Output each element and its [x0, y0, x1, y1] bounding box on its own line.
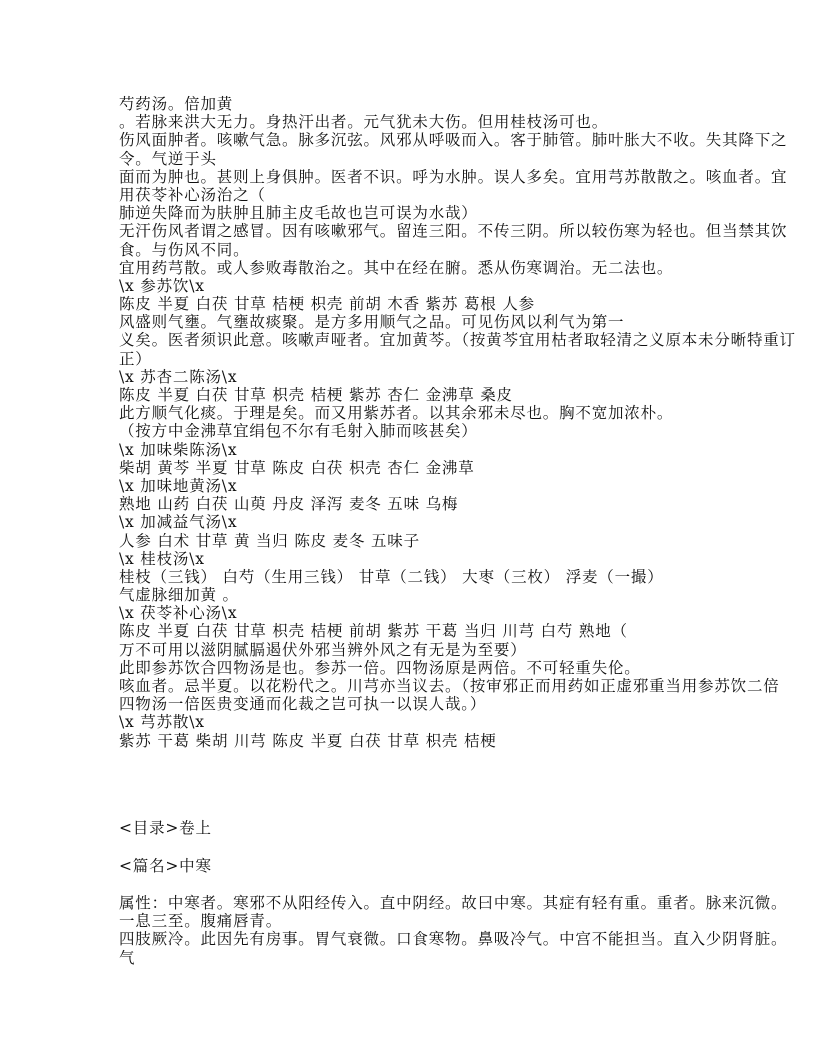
text-line: 义矣。医者须识此意。咳嗽声哑者。宜加黄芩。（按黄芩宜用枯者取轻清之义原本未分晰特重订: [119, 331, 796, 350]
text-line: 气: [119, 948, 136, 967]
text-line: 属性：中寒者。寒邪不从阳经传入。直中阴经。故曰中寒。其症有轻有重。重者。脉来沉微。: [119, 894, 788, 912]
chapter-title: [119, 857, 719, 875]
text-line: 此方顺气化痰。于理是矣。而又用紫苏者。以其余邪未尽也。胸不宽加浓朴。: [119, 404, 674, 423]
text-line: 无汗伤风者谓之感冒。因有咳嗽邪气。留连三阳。不传三阴。所以较伤寒为轻也。但当禁其饮: [119, 222, 788, 241]
document-text-block: [119, 95, 796, 750]
text-line: 陈皮 半夏 白茯 甘草 桔梗 枳壳 前胡 木香 紫苏 葛根 人参: [119, 295, 535, 314]
text-line: 此即参苏饮合四物汤是也。参苏一倍。四物汤原是两倍。不可轻重失伦。: [119, 658, 641, 677]
text-line: 陈皮 半夏 白茯 甘草 枳壳 桔梗 紫苏 杏仁 金沸草 桑皮: [119, 386, 513, 404]
text-line: \x 苏杏二陈汤\x: [119, 367, 238, 386]
text-line: 人参 白术 甘草 黄 当归 陈皮 麦冬 五味子: [119, 531, 420, 550]
chapter-body: [119, 894, 788, 967]
text-line: 紫苏 干葛 柴胡 川芎 陈皮 半夏 白茯 甘草 枳壳 桔梗: [119, 731, 497, 750]
text-line: 桂枝（三钱） 白芍（生用三钱） 甘草（二钱） 大枣（三枚） 浮麦（一撮）: [119, 567, 664, 586]
text-line: \x 加味柴陈汤\x: [119, 440, 238, 459]
text-line: \x 加减益气汤\x: [119, 513, 238, 532]
text-line: 伤风面肿者。咳嗽气急。脉多沉弦。风邪从呼吸而入。客于肺管。肺叶胀大不收。失其降下之: [119, 131, 788, 150]
text-line: 。若脉来洪大无力。身热汗出者。元气犹未大伤。但用桂枝汤可也。: [119, 113, 609, 132]
toc-label: <目录>卷上: [119, 819, 212, 837]
text-line: 风盛则气壅。气壅故痰聚。是方多用顺气之品。可见伤风以利气为第一: [119, 313, 625, 332]
text-line: 陈皮 半夏 白茯 甘草 枳壳 桔梗 前胡 紫苏 干葛 当归 川芎 白芍 熟地（: [119, 622, 628, 641]
chapter-title-text: <篇名>中寒: [119, 857, 212, 875]
text-line: 宜用药芎散。或人参败毒散治之。其中在经在腑。悉从伤寒调治。无二法也。: [119, 258, 674, 277]
text-line: 面而为肿也。甚则上身俱肿。医者不识。呼为水肿。误人多矣。宜用芎苏散散之。咳血者。宜: [119, 167, 788, 186]
text-line: 气虚脉细加黄 。: [119, 586, 239, 605]
text-line: 柴胡 黄芩 半夏 甘草 陈皮 白茯 枳壳 杏仁 金沸草: [119, 458, 475, 477]
text-line: 四物汤一倍医贵变通而化裁之岂可执一以误人哉。）: [119, 695, 487, 714]
text-line: \x 桂枝汤\x: [119, 549, 205, 568]
text-line: \x 参苏饮\x: [119, 276, 205, 295]
text-line: 肺逆失降而为肤肿且肺主皮毛故也岂可误为水哉）: [119, 204, 478, 223]
text-line: 万不可用以滋阴腻膈遏伏外邪当辨外风之有无是为至要）: [119, 640, 527, 659]
text-line: 一息三至。腹痛唇青。: [119, 912, 283, 931]
text-line: \x 茯苓补心汤\x: [119, 604, 238, 623]
text-line: 令。气逆于头: [119, 149, 217, 168]
text-line: 熟地 山药 白茯 山萸 丹皮 泽泻 麦冬 五味 乌梅: [119, 495, 459, 514]
text-line: \x 加味地黄汤\x: [119, 476, 238, 495]
text-line: \x 芎苏散\x: [119, 713, 205, 732]
text-line: 芍药汤。倍加黄: [119, 95, 234, 113]
text-line: 咳血者。忌半夏。以花粉代之。川芎亦当议去。（按审邪正而用药如正虚邪重当用参苏饮二倍: [119, 677, 780, 695]
text-line: 正）: [119, 349, 152, 368]
toc-heading: [119, 819, 719, 837]
text-line: 四肢厥冷。此因先有房事。胃气衰微。口食寒物。鼻吸冷气。中宫不能担当。直入少阴肾脏。: [119, 930, 788, 949]
text-line: 食。与伤风不同。: [119, 240, 250, 259]
text-line: 用茯苓补心汤治之（: [119, 185, 266, 204]
text-line: （按方中金沸草宜绢包不尔有毛射入肺而咳甚矣）: [119, 422, 478, 441]
